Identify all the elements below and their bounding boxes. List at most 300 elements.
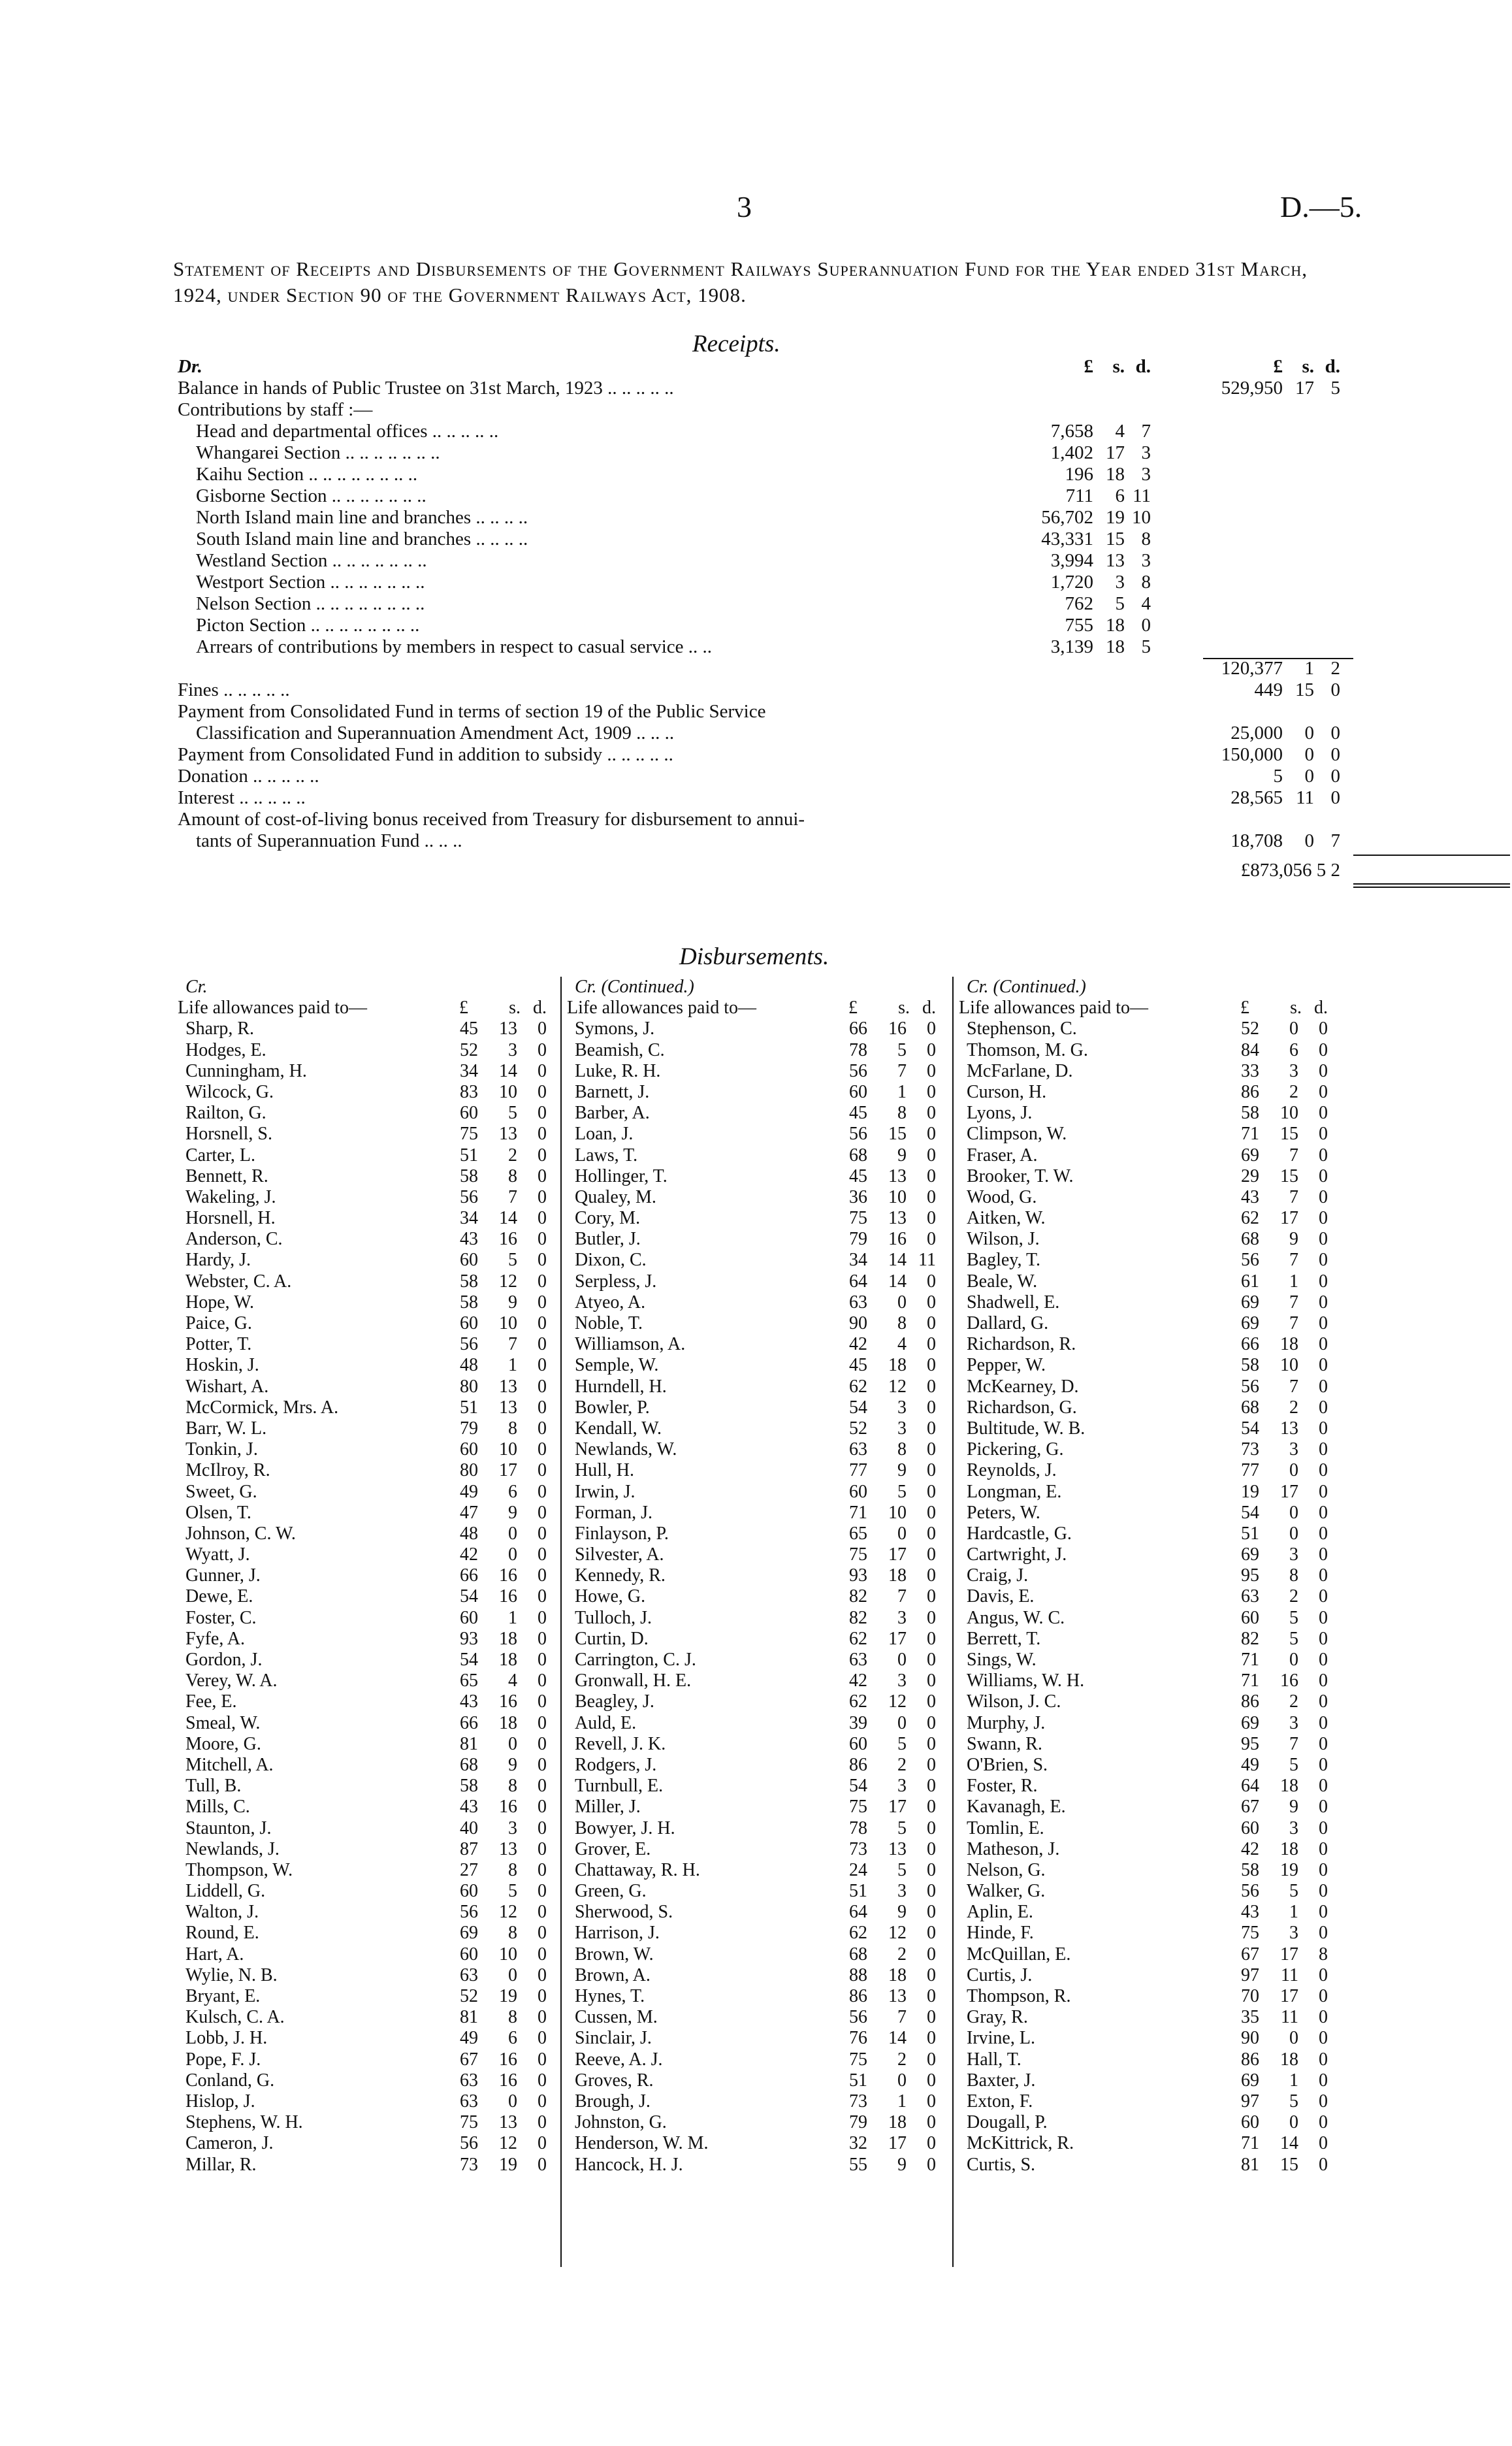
shillings: 13 <box>499 1124 517 1145</box>
shillings: 5 <box>1289 1607 1298 1628</box>
receipt-label: Balance in hands of Public Trustee on 31st March, 1923 .. .. .. .. .. <box>178 378 674 399</box>
pounds: 56 <box>1241 1376 1259 1397</box>
shillings: 18 <box>1106 464 1125 485</box>
shillings: 18 <box>499 1628 517 1649</box>
pence: 0 <box>538 1418 547 1439</box>
pounds: 62 <box>849 1691 867 1712</box>
pounds: 60 <box>1241 1607 1259 1628</box>
recipient-name: Hinde, F. <box>967 1923 1034 1944</box>
shillings: 0 <box>1304 766 1314 787</box>
pounds: 18,708 <box>1231 830 1283 851</box>
allowance-row <box>178 1629 556 1650</box>
recipient-name: Harrison, J. <box>575 1923 660 1944</box>
pounds: 60 <box>460 1881 478 1902</box>
shillings: 3 <box>897 1397 907 1418</box>
recipient-name: Tulloch, J. <box>575 1607 652 1628</box>
pence: 0 <box>927 2070 936 2091</box>
recipient-name: Paice, G. <box>185 1313 252 1334</box>
shillings: 18 <box>888 1965 907 1985</box>
shillings: 9 <box>897 2154 907 2175</box>
pence: 0 <box>927 1418 936 1439</box>
pounds: 24 <box>849 1859 867 1880</box>
allowance-row <box>567 1776 946 1797</box>
pounds: 86 <box>1241 2049 1259 2070</box>
pence: 0 <box>927 1965 936 1985</box>
pounds: 75 <box>849 1797 867 1818</box>
pounds: 81 <box>460 1733 478 1754</box>
pence: 0 <box>1319 1691 1328 1712</box>
shillings: 15 <box>1295 679 1314 700</box>
pence: 0 <box>1319 1776 1328 1797</box>
recipient-name: McKearney, D. <box>967 1376 1079 1397</box>
recipient-name: Berrett, T. <box>967 1628 1041 1649</box>
shillings: 3 <box>897 1776 907 1797</box>
contribution-label: Gisborne Section .. .. .. .. .. .. .. <box>196 485 426 506</box>
pence: 0 <box>927 1902 936 1923</box>
allowance-row <box>178 1986 556 2007</box>
pounds: 75 <box>849 1544 867 1565</box>
recipient-name: Bagley, T. <box>967 1250 1041 1271</box>
pounds: 79 <box>460 1418 478 1439</box>
allowance-row <box>567 1482 946 1503</box>
shillings: 17 <box>1280 1944 1298 1965</box>
arrears-label: Arrears of contributions by members in respect to casual service .. .. <box>196 636 712 657</box>
allowance-row <box>567 1586 946 1607</box>
pounds: 449 <box>1254 679 1283 700</box>
pence: 0 <box>538 1797 547 1818</box>
allowance-row <box>959 1040 1338 1061</box>
recipient-name: Hardy, J. <box>185 1250 251 1271</box>
allowance-row <box>959 1944 1338 1965</box>
column-subheading-label: Life allowances paid to— <box>178 998 368 1019</box>
recipient-name: Baxter, J. <box>967 2070 1036 2091</box>
shillings: 14 <box>888 2028 907 2049</box>
shillings: 14 <box>888 1250 907 1271</box>
allowance-row <box>567 1439 946 1460</box>
pounds-header: £ <box>459 998 468 1019</box>
recipient-name: Wakeling, J. <box>185 1186 276 1207</box>
pence: 0 <box>1319 1650 1328 1671</box>
allowance-row <box>567 1608 946 1629</box>
pence: 0 <box>538 1081 547 1102</box>
pence: 0 <box>538 1881 547 1902</box>
pence: 0 <box>927 1124 936 1145</box>
pence: 0 <box>1330 744 1340 765</box>
shillings: 0 <box>1289 1019 1298 1039</box>
shillings: 13 <box>499 1019 517 1039</box>
pence: 0 <box>927 1565 936 1586</box>
recipient-name: Butler, J. <box>575 1229 641 1250</box>
allowance-row <box>567 1503 946 1524</box>
recipient-name: Olsen, T. <box>185 1502 251 1523</box>
shillings: 5 <box>897 1481 907 1502</box>
pence: 0 <box>1319 1881 1328 1902</box>
shillings: 10 <box>1280 1355 1298 1376</box>
pence: 0 <box>538 1544 547 1565</box>
pounds: 1,402 <box>1050 442 1093 463</box>
allowance-row <box>567 1923 946 1944</box>
recipient-name: Davis, E. <box>967 1586 1035 1607</box>
shillings: 7 <box>897 1060 907 1081</box>
pounds: 51 <box>460 1145 478 1166</box>
allowance-row <box>567 2070 946 2091</box>
pence: 7 <box>1141 421 1151 442</box>
allowance-row <box>178 1713 556 1734</box>
receipts-heading: Receipts. <box>692 331 780 357</box>
pence: 4 <box>1141 593 1151 614</box>
allowance-row <box>178 1902 556 1923</box>
pence: 0 <box>538 1334 547 1355</box>
recipient-name: McIlroy, R. <box>185 1460 270 1481</box>
pounds: 56,702 <box>1041 507 1093 528</box>
pounds: 67 <box>460 2049 478 2070</box>
recipient-name: Swann, R. <box>967 1733 1042 1754</box>
pounds: 55 <box>849 2154 867 2175</box>
recipient-name: Hurndell, H. <box>575 1376 667 1397</box>
shillings: 0 <box>897 1523 907 1544</box>
shillings: 8 <box>508 1776 517 1797</box>
allowance-row <box>959 1124 1338 1145</box>
pence: 0 <box>927 1544 936 1565</box>
shillings: 13 <box>499 1838 517 1859</box>
pounds: 49 <box>460 1481 478 1502</box>
pence: 0 <box>1319 1797 1328 1818</box>
receipt-label-line: Payment from Consolidated Fund in terms of section 19 of the Public Service <box>178 701 766 722</box>
recipient-name: McKittrick, R. <box>967 2133 1074 2154</box>
allowance-row <box>567 1377 946 1397</box>
allowance-row <box>178 1397 556 1418</box>
shillings: 10 <box>888 1502 907 1523</box>
shillings: s. <box>1112 356 1125 377</box>
recipient-name: Reeve, A. J. <box>575 2049 663 2070</box>
pence-header: d. <box>533 998 547 1019</box>
allowance-row <box>178 2112 556 2133</box>
column-heading: Cr. (Continued.) <box>575 977 694 997</box>
pence: 0 <box>1319 2133 1328 2154</box>
pence: 0 <box>927 2049 936 2070</box>
pence: 0 <box>1319 1313 1328 1334</box>
pence: 0 <box>927 1628 936 1649</box>
receipt-label <box>178 701 1112 744</box>
pence: 0 <box>1319 1565 1328 1586</box>
pence: 0 <box>1330 679 1340 700</box>
shillings: 2 <box>1289 1586 1298 1607</box>
pounds: 65 <box>849 1523 867 1544</box>
allowance-row <box>178 1650 556 1671</box>
pounds: 43 <box>1241 1902 1259 1923</box>
pounds: 56 <box>460 2133 478 2154</box>
recipient-name: Beagley, J. <box>575 1691 654 1712</box>
pounds: 56 <box>460 1186 478 1207</box>
pence: 0 <box>927 1229 936 1250</box>
pounds: 75 <box>849 2049 867 2070</box>
contribution-row <box>178 421 1340 442</box>
recipient-name: Irwin, J. <box>575 1481 635 1502</box>
pence: 0 <box>1141 615 1151 636</box>
shillings: 1 <box>1289 1271 1298 1292</box>
recipient-name: Green, G. <box>575 1881 647 1902</box>
recipient-name: Richardson, R. <box>967 1334 1076 1355</box>
recipient-name: Pepper, W. <box>967 1355 1046 1376</box>
pounds: 529,950 <box>1221 378 1283 399</box>
pounds: 78 <box>849 1818 867 1838</box>
recipient-name: Aitken, W. <box>967 1208 1046 1229</box>
pence: d. <box>1135 356 1151 377</box>
allowance-row <box>959 1797 1338 1818</box>
pence: 0 <box>927 1397 936 1418</box>
recipient-name: Hall, T. <box>967 2049 1021 2070</box>
allowance-row <box>178 1187 556 1208</box>
pence: 0 <box>927 1292 936 1313</box>
pounds: 75 <box>460 2112 478 2133</box>
shillings: 3 <box>897 1671 907 1691</box>
recipient-name: Wilson, J. C. <box>967 1691 1061 1712</box>
shillings: 8 <box>508 1166 517 1186</box>
recipient-name: Horsnell, S. <box>185 1124 272 1145</box>
pounds: 69 <box>1241 1544 1259 1565</box>
pounds: 63 <box>460 2091 478 2112</box>
shillings: 0 <box>1304 723 1314 743</box>
pence: 0 <box>927 1060 936 1081</box>
allowance-row <box>178 1965 556 1986</box>
recipient-name: Murphy, J. <box>967 1712 1046 1733</box>
shillings: 18 <box>888 2112 907 2133</box>
allowance-row <box>959 1418 1338 1439</box>
recipient-name: Barber, A. <box>575 1103 650 1124</box>
shillings-header: s. <box>509 998 521 1019</box>
pence: 0 <box>1319 1586 1328 1607</box>
pounds: 75 <box>849 1208 867 1229</box>
allowance-row <box>178 1691 556 1712</box>
allowance-row <box>567 1187 946 1208</box>
pence: 0 <box>538 2049 547 2070</box>
shillings: 8 <box>897 1313 907 1334</box>
pounds: 150,000 <box>1221 744 1283 765</box>
shillings: 16 <box>499 1229 517 1250</box>
allowance-row <box>567 1671 946 1691</box>
pounds: 66 <box>460 1712 478 1733</box>
receipt-label-line: Payment from Consolidated Fund in addition to subsidy .. .. .. .. .. <box>178 744 673 765</box>
pence: 0 <box>538 1671 547 1691</box>
recipient-name: Dewe, E. <box>185 1586 253 1607</box>
shillings: 5 <box>508 1881 517 1902</box>
pounds: 64 <box>849 1902 867 1923</box>
pounds: 62 <box>849 1376 867 1397</box>
recipient-name: Railton, G. <box>185 1103 266 1124</box>
allowance-row <box>178 1460 556 1481</box>
pence: 0 <box>927 1691 936 1712</box>
pence: 0 <box>1319 1671 1328 1691</box>
receipt-label <box>178 766 1112 787</box>
pounds: 73 <box>1241 1439 1259 1460</box>
shillings: 13 <box>888 1986 907 2007</box>
pounds: 3,994 <box>1050 550 1093 571</box>
pence: 0 <box>538 1586 547 1607</box>
pounds: 54 <box>849 1397 867 1418</box>
pounds: 68 <box>1241 1397 1259 1418</box>
pence: 0 <box>538 1039 547 1060</box>
shillings: 13 <box>499 1397 517 1418</box>
recipient-name: McQuillan, E. <box>967 1944 1071 1965</box>
shillings: 13 <box>888 1166 907 1186</box>
pence: 0 <box>538 1376 547 1397</box>
pence: 0 <box>538 2154 547 2175</box>
shillings: 0 <box>1289 1523 1298 1544</box>
recipient-name: Newlands, J. <box>185 1838 280 1859</box>
allowance-row <box>178 1124 556 1145</box>
pence: 0 <box>1319 1818 1328 1838</box>
recipient-name: Forman, J. <box>575 1502 652 1523</box>
pence: 0 <box>538 2028 547 2049</box>
pence: 0 <box>538 1923 547 1944</box>
recipient-name: Hynes, T. <box>575 1986 645 2007</box>
pounds: 54 <box>460 1586 478 1607</box>
grand-total: £873,056 5 2 <box>1240 860 1340 881</box>
pounds: 51 <box>849 2070 867 2091</box>
shillings: 16 <box>499 2049 517 2070</box>
recipient-name: Hancock, H. J. <box>575 2154 683 2175</box>
recipient-name: Lyons, J. <box>967 1103 1033 1124</box>
allowance-row <box>178 1166 556 1187</box>
pounds: 33 <box>1241 1060 1259 1081</box>
pounds: 58 <box>1241 1355 1259 1376</box>
recipient-name: Longman, E. <box>967 1481 1062 1502</box>
disbursements-heading: Disbursements. <box>679 943 829 970</box>
allowance-row <box>959 1460 1338 1481</box>
shillings: 18 <box>1280 1838 1298 1859</box>
receipt-label-line: Fines .. .. .. .. .. <box>178 679 290 700</box>
recipient-name: Barr, W. L. <box>185 1418 267 1439</box>
shillings: 5 <box>897 1818 907 1838</box>
allowance-row <box>178 1040 556 1061</box>
recipient-name: Sweet, G. <box>185 1481 257 1502</box>
allowance-row <box>567 1313 946 1334</box>
pounds: 84 <box>1241 1039 1259 1060</box>
recipient-name: Barnett, J. <box>575 1081 650 1102</box>
allowance-row <box>959 1881 1338 1902</box>
pence: 0 <box>1319 1039 1328 1060</box>
pence: 0 <box>927 2112 936 2133</box>
shillings: 10 <box>1280 1103 1298 1124</box>
recipient-name: Atyeo, A. <box>575 1292 646 1313</box>
recipient-name: Aplin, E. <box>967 1902 1033 1923</box>
recipient-name: Brown, W. <box>575 1944 654 1965</box>
pence: 0 <box>1319 2112 1328 2133</box>
pounds: 81 <box>460 2007 478 2028</box>
recipient-name: Sings, W. <box>967 1650 1037 1671</box>
shillings: 9 <box>1289 1797 1298 1818</box>
pounds: 71 <box>849 1502 867 1523</box>
shillings: 1 <box>897 1081 907 1102</box>
allowance-row <box>567 1965 946 1986</box>
pounds: 86 <box>1241 1081 1259 1102</box>
shillings: 15 <box>1280 2154 1298 2175</box>
contribution-label: Nelson Section .. .. .. .. .. .. .. .. <box>196 593 425 614</box>
shillings: 18 <box>499 1650 517 1671</box>
pence: 0 <box>1319 1607 1328 1628</box>
pounds: 95 <box>1241 1733 1259 1754</box>
pence: 0 <box>927 1944 936 1965</box>
pence: 0 <box>538 1103 547 1124</box>
pounds: 70 <box>1241 1986 1259 2007</box>
pounds: 43,331 <box>1041 529 1093 549</box>
allowance-row <box>959 1860 1338 1881</box>
allowance-row <box>178 1229 556 1250</box>
shillings: 17 <box>888 2133 907 2154</box>
recipient-name: Nelson, G. <box>967 1859 1046 1880</box>
pence: 0 <box>1319 1986 1328 2007</box>
shillings: 9 <box>897 1902 907 1923</box>
pounds: 66 <box>849 1019 867 1039</box>
shillings: 17 <box>1106 442 1125 463</box>
recipient-name: Kennedy, R. <box>575 1565 666 1586</box>
allowance-row <box>567 1565 946 1586</box>
pounds: 54 <box>849 1776 867 1797</box>
pence: 5 <box>1141 636 1151 657</box>
shillings: 13 <box>499 1376 517 1397</box>
recipient-name: Curtin, D. <box>575 1628 649 1649</box>
receipt-label <box>178 744 1112 766</box>
shillings: 0 <box>897 1712 907 1733</box>
pence: 0 <box>927 1923 936 1944</box>
recipient-name: Conland, G. <box>185 2070 275 2091</box>
pounds: 40 <box>460 1818 478 1838</box>
shillings: 8 <box>508 1418 517 1439</box>
shillings: 17 <box>1280 1208 1298 1229</box>
pounds: 51 <box>1241 1523 1259 1544</box>
pounds: 62 <box>849 1923 867 1944</box>
allowance-row <box>959 2155 1338 2176</box>
receipt-label-line: Interest .. .. .. .. .. <box>178 787 306 808</box>
recipient-name: Beale, W. <box>967 1271 1038 1292</box>
recipient-name: Exton, F. <box>967 2091 1033 2112</box>
shillings: 11 <box>1281 2007 1298 2028</box>
recipient-name: Hart, A. <box>185 1944 244 1965</box>
pounds: 67 <box>1241 1944 1259 1965</box>
allowance-row <box>178 1881 556 1902</box>
allowance-row <box>178 1334 556 1355</box>
pounds: 56 <box>460 1902 478 1923</box>
allowance-row <box>567 2049 946 2070</box>
pence: 0 <box>927 2091 936 2112</box>
dr-label: Dr. <box>178 356 202 377</box>
shillings: 19 <box>499 1986 517 2007</box>
shillings: 16 <box>499 1691 517 1712</box>
pounds: 39 <box>849 1712 867 1733</box>
shillings: 18 <box>1280 2049 1298 2070</box>
contribution-label: South Island main line and branches .. .. .. .. <box>196 529 528 549</box>
shillings: 5 <box>508 1250 517 1271</box>
pounds: 51 <box>460 1397 478 1418</box>
pounds: 69 <box>1241 1712 1259 1733</box>
pence: 0 <box>927 1313 936 1334</box>
recipient-name: Reynolds, J. <box>967 1460 1057 1481</box>
pounds: 32 <box>849 2133 867 2154</box>
recipient-name: Hodges, E. <box>185 1039 266 1060</box>
shillings: 0 <box>897 1650 907 1671</box>
recipient-name: Laws, T. <box>575 1145 638 1166</box>
pounds: 711 <box>1065 485 1093 506</box>
recipient-name: Peters, W. <box>967 1502 1040 1523</box>
recipient-name: Hardcastle, G. <box>967 1523 1072 1544</box>
allowance-row <box>178 1103 556 1124</box>
pence: 0 <box>538 1397 547 1418</box>
recipient-name: Gray, R. <box>967 2007 1028 2028</box>
recipient-name: Brough, J. <box>575 2091 651 2112</box>
pounds: 755 <box>1065 615 1093 636</box>
allowance-row <box>178 1734 556 1755</box>
arrears-row <box>178 636 1340 658</box>
